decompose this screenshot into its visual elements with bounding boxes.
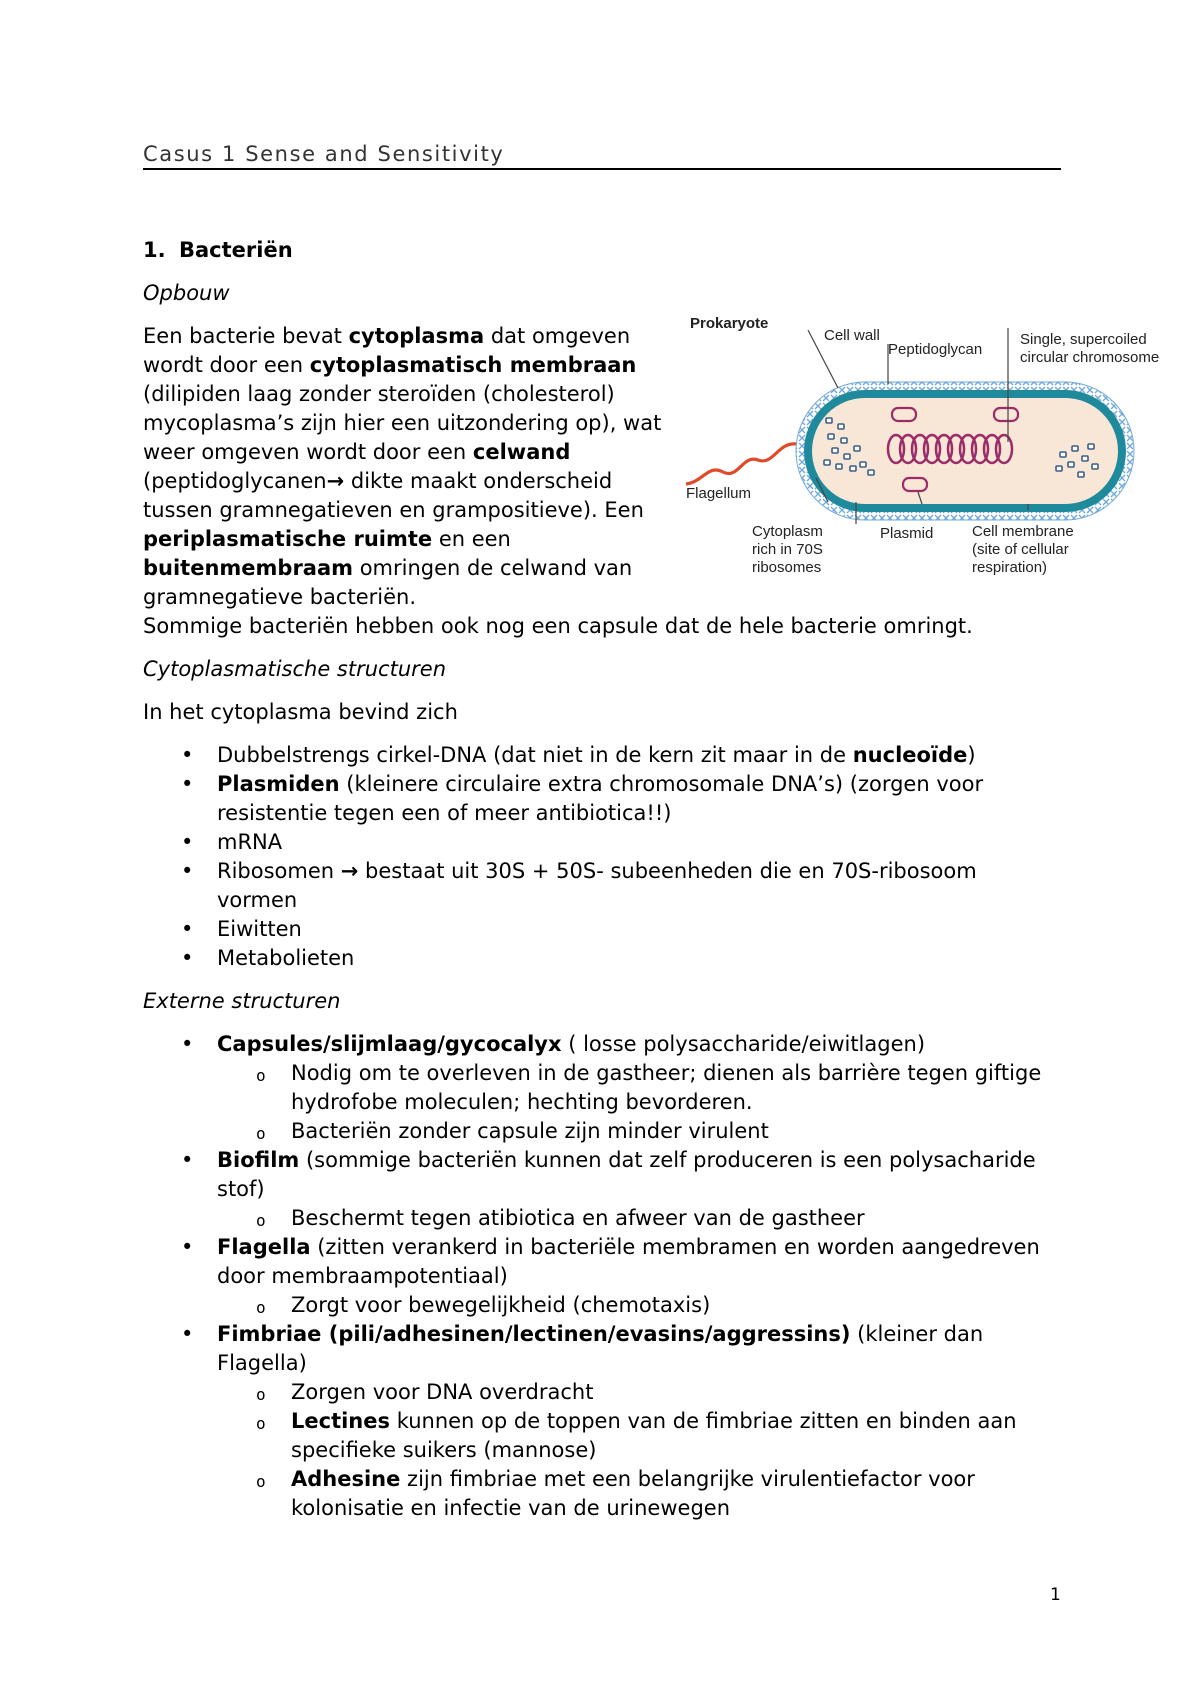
sub-list bbox=[217, 1204, 1063, 1233]
sub-list-item bbox=[217, 1204, 1063, 1233]
flagellum-shape bbox=[686, 444, 796, 484]
term-adhesine: Adhesine bbox=[291, 1467, 401, 1491]
sub-list-item bbox=[217, 1291, 1063, 1320]
bullet-icon: • bbox=[181, 772, 194, 796]
list-item bbox=[143, 857, 1063, 915]
list-item-text: ) bbox=[967, 743, 976, 767]
label-membrane-3: respiration) bbox=[972, 559, 1048, 576]
sub-list-item-text: Zorgt voor bewegelijkheid (chemotaxis) bbox=[291, 1293, 711, 1317]
intro-text: dat omgeven wordt door een bbox=[143, 324, 631, 377]
label-chromosome-2: circular chromosome bbox=[1020, 349, 1160, 366]
document-header: Casus 1 Sense and Sensitivity bbox=[143, 142, 1061, 170]
sub-bullet-icon: o bbox=[256, 1385, 266, 1404]
prokaryote-diagram bbox=[678, 314, 1194, 594]
sub-list-item bbox=[217, 1059, 1063, 1117]
term-flagella: Flagella bbox=[217, 1235, 311, 1259]
list-item-text: (kleinere circulaire extra chromosomale DNA’s) (zorgen voor resistentie tegen een of meer antibiotica!!) bbox=[217, 772, 984, 825]
list-item-text: (sommige bacteriën kunnen dat zelf produceren is een polysacharide stof) bbox=[217, 1148, 1036, 1201]
term-celwand: celwand bbox=[472, 440, 571, 464]
list-item bbox=[143, 828, 1063, 857]
term-nucleoide: nucleoïde bbox=[852, 743, 968, 767]
list-item-text: Metabolieten bbox=[217, 946, 355, 970]
bullet-icon: • bbox=[181, 859, 194, 883]
sub-bullet-icon: o bbox=[256, 1414, 266, 1433]
list-item-text: (zitten verankerd in bacteriële membramen en worden aangedreven door membraampotentiaal) bbox=[217, 1235, 1040, 1288]
list-item-text: Dubbelstrengs cirkel-DNA (dat niet in de kern zit maar in de bbox=[217, 743, 853, 767]
list-item-text: (kleiner dan Flagella) bbox=[217, 1322, 984, 1375]
subheading-externe: Externe structuren bbox=[143, 989, 341, 1013]
section-number: 1. bbox=[143, 238, 166, 262]
section-heading bbox=[143, 236, 1063, 265]
bullet-icon: • bbox=[181, 1235, 194, 1259]
list-item-text: ( losse polysaccharide/eiwitlagen) bbox=[561, 1032, 926, 1056]
sub-list-item-text: Nodig om te overleven in de gastheer; dienen als barrière tegen giftige hydrofobe moleculen; hechting bevorderen. bbox=[291, 1061, 1042, 1114]
subheading-opbouw: Opbouw bbox=[143, 281, 230, 305]
page-number: 1 bbox=[1050, 1585, 1061, 1605]
list-item bbox=[143, 944, 1063, 973]
arrow-icon: → bbox=[326, 469, 345, 493]
cyto-list bbox=[143, 741, 1063, 973]
label-membrane-1: Cell membrane bbox=[972, 523, 1074, 540]
intro-text: en een bbox=[432, 527, 511, 551]
term-lectines: Lectines bbox=[291, 1409, 391, 1433]
intro-text: Een bacterie bevat bbox=[143, 324, 349, 348]
list-item bbox=[143, 770, 1063, 828]
bullet-icon: • bbox=[181, 1322, 194, 1346]
arrow-icon: → bbox=[340, 859, 359, 883]
intro-text: dikte maakt onderscheid tussen gramnegatieven en grampositieve). Een bbox=[143, 469, 644, 522]
bullet-icon: • bbox=[181, 1148, 194, 1172]
sub-list-item bbox=[217, 1378, 1063, 1407]
list-item bbox=[143, 1030, 1063, 1146]
sub-bullet-icon: o bbox=[256, 1472, 266, 1491]
label-flagellum: Flagellum bbox=[686, 485, 752, 502]
list-item bbox=[143, 1146, 1063, 1233]
subheading-cytoplasmatische: Cytoplasmatische structuren bbox=[143, 657, 447, 681]
intro-paragraph bbox=[143, 322, 663, 612]
sub-list-item-text: Bacteriën zonder capsule zijn minder virulent bbox=[291, 1119, 769, 1143]
label-cytoplasm-2: rich in 70S bbox=[752, 541, 823, 558]
sub-list-item bbox=[217, 1465, 1063, 1523]
label-cytoplasm-3: ribosomes bbox=[752, 559, 822, 576]
term-plasmiden: Plasmiden bbox=[217, 772, 340, 796]
sub-list-item bbox=[217, 1117, 1063, 1146]
term-periplasmatische-ruimte: periplasmatische ruimte bbox=[143, 527, 433, 551]
sub-bullet-icon: o bbox=[256, 1124, 266, 1143]
sub-list-item-text: Zorgen voor DNA overdracht bbox=[291, 1380, 594, 1404]
bullet-icon: • bbox=[181, 946, 194, 970]
label-plasmid: Plasmid bbox=[880, 525, 934, 542]
sub-list-item-text: Beschermt tegen atibiotica en afweer van de gastheer bbox=[291, 1206, 865, 1230]
section-title: Bacteriën bbox=[179, 238, 293, 262]
bullet-icon: • bbox=[181, 917, 194, 941]
sub-list-item-text: kunnen op de toppen van de fimbriae zitten en binden aan specifieke suikers (mannose) bbox=[291, 1409, 1017, 1462]
sub-bullet-icon: o bbox=[256, 1066, 266, 1085]
list-item-text: mRNA bbox=[217, 830, 283, 854]
list-item bbox=[143, 915, 1063, 944]
sub-list bbox=[217, 1291, 1063, 1320]
intro-text: (peptidoglycanen bbox=[143, 469, 327, 493]
intro-capsule-sentence: Sommige bacteriën hebben ook nog een capsule dat de hele bacterie omringt. bbox=[143, 614, 973, 638]
label-prokaryote: Prokaryote bbox=[690, 315, 769, 332]
list-item bbox=[143, 1233, 1063, 1320]
sub-list-item bbox=[217, 1407, 1063, 1465]
sub-list bbox=[217, 1378, 1063, 1523]
term-cytoplasmatisch-membraan: cytoplasmatisch membraan bbox=[309, 353, 637, 377]
sub-list bbox=[217, 1059, 1063, 1146]
bullet-icon: • bbox=[181, 743, 194, 767]
sub-bullet-icon: o bbox=[256, 1298, 266, 1317]
sub-list-item-text: zijn fimbriae met een belangrijke virulentiefactor voor kolonisatie en infectie van de urinewegen bbox=[291, 1467, 975, 1520]
term-fimbriae: Fimbriae (pili/adhesinen/lectinen/evasins/aggressins) bbox=[217, 1322, 851, 1346]
bullet-icon: • bbox=[181, 830, 194, 854]
term-buitenmembraam: buitenmembraam bbox=[143, 556, 354, 580]
external-list bbox=[143, 1030, 1063, 1523]
term-cytoplasma: cytoplasma bbox=[348, 324, 485, 348]
list-item-text: bestaat uit 30S + 50S- subeenheden die en 70S-ribosoom vormen bbox=[217, 859, 977, 912]
label-peptidoglycan: Peptidoglycan bbox=[888, 341, 983, 358]
list-item-text: Eiwitten bbox=[217, 917, 302, 941]
label-cytoplasm-1: Cytoplasm bbox=[752, 523, 823, 540]
label-chromosome-1: Single, supercoiled bbox=[1020, 331, 1147, 348]
list-item bbox=[143, 741, 1063, 770]
sub-bullet-icon: o bbox=[256, 1211, 266, 1230]
intro-text: omringen de celwand van gramnegatieve bacteriën. bbox=[143, 556, 633, 609]
list-item-text: Ribosomen bbox=[217, 859, 341, 883]
list-item bbox=[143, 1320, 1063, 1523]
label-cell-wall: Cell wall bbox=[824, 327, 880, 344]
intro-text: (dilipiden laag zonder steroïden (cholesterol) mycoplasma’s zijn hier een uitzondering op), wat weer omgeven wordt door een bbox=[143, 382, 662, 464]
term-capsules: Capsules/slijmlaag/gycocalyx bbox=[217, 1032, 562, 1056]
label-membrane-2: (site of cellular bbox=[972, 541, 1069, 558]
bullet-icon: • bbox=[181, 1032, 194, 1056]
cyto-intro: In het cytoplasma bevind zich bbox=[143, 700, 458, 724]
term-biofilm: Biofilm bbox=[217, 1148, 300, 1172]
